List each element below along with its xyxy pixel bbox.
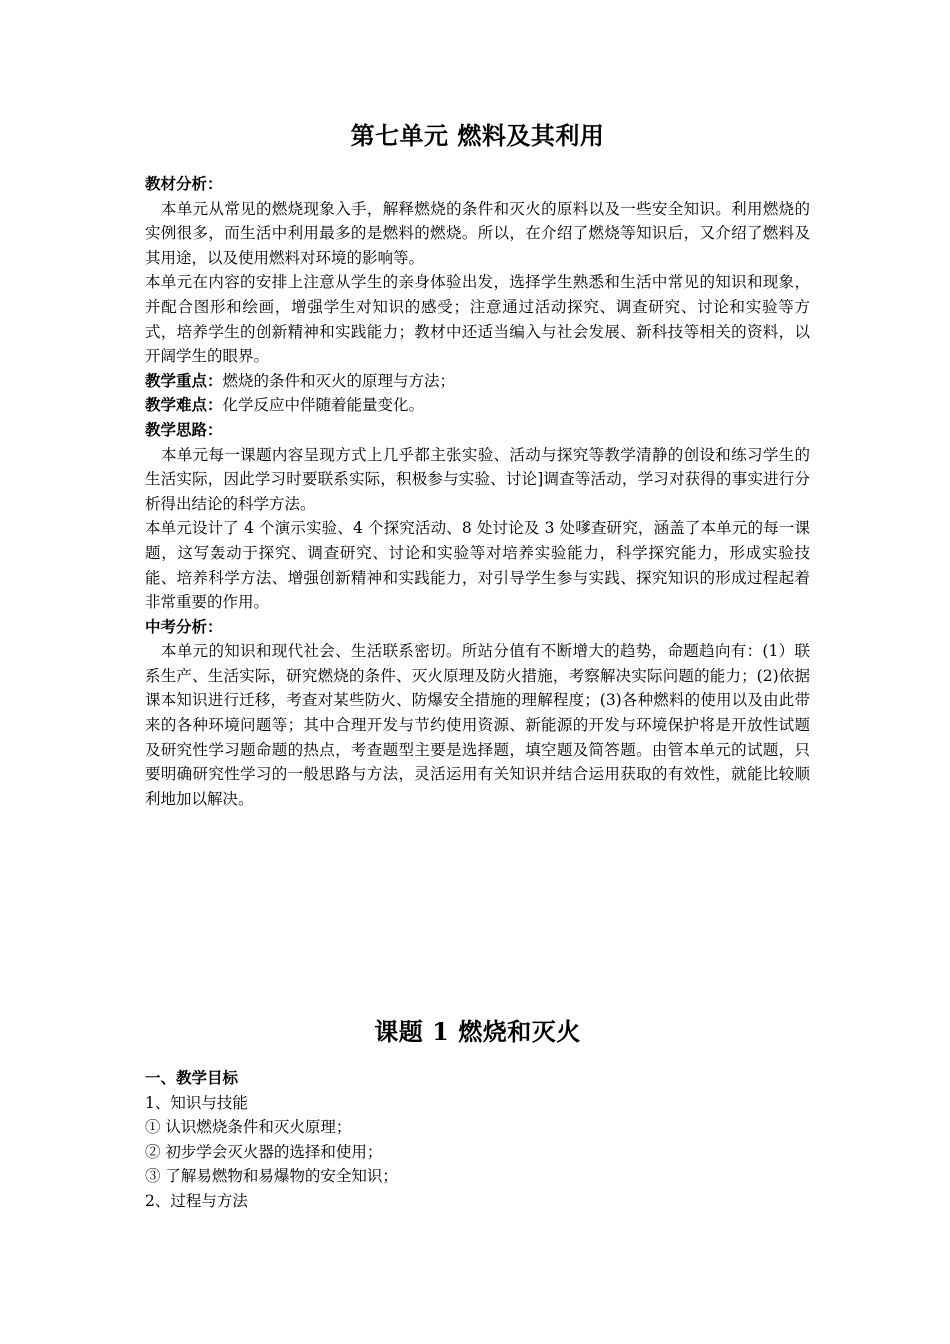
exam-paragraph-1: 本单元的知识和现代社会、生活联系密切。所站分值有不断增大的趋势，命题趋向有：(1）联系生产、生活实际，研究燃烧的条件、灭火原理及防火措施，考察解决实际问题的能力；(2)依据课本知识进行迁移，考查对某些防火、防爆安全措施的理解程度；(3)各种燃料的使用以及由此带来的各种环境问题等；其中合理开发与节约使用资源、新能源的开发与环境保护将是开放性试题及研究性学习题命题的热点，考查题型主要是选择题，填空题及简答题。由管本单元的试题，只要明确研究性学习的一般思路与方法，灵活运用有关知识并结合运用获取的有效性，就能比较顺利地加以解决。 — [145, 642, 810, 808]
analysis-heading: 教材分析： — [145, 174, 223, 193]
difficulty-line — [145, 393, 810, 418]
approach-paragraph-1: 本单元每一课题内容呈现方式上几乎都主张实验、活动与探究等教学清静的创设和练习学生的生活实际，因此学习时要联系实际，积极参与实验、讨论]调查等活动，学习对获得的事实进行分析得出结论的科学方法。 — [145, 445, 810, 513]
difficulty-label: 教学难点： — [145, 395, 223, 415]
difficulty-text: 化学反应中伴随着能量变化。 — [222, 396, 425, 415]
objectives-sub-2: 2、过程与方法 — [145, 1191, 248, 1210]
approach-heading: 教学思路： — [145, 419, 223, 439]
unit-intro-section — [145, 172, 810, 811]
objectives-section — [145, 1066, 810, 1214]
key-point-line — [145, 369, 810, 394]
exam-heading: 中考分析： — [145, 616, 223, 636]
unit-title: 第七单元 燃料及其利用 — [350, 121, 605, 150]
lesson-title: 课题 1 燃烧和灭火 — [374, 1017, 581, 1046]
key-point-label: 教学重点： — [145, 370, 223, 390]
approach-paragraph-2: 本单元设计了 4 个演示实验、4 个探究活动、8 处讨论及 3 处嗲查研究，涵盖了本单元的每一课题，这写轰动于探究、调查研究、讨论和实验等对培养实验能力，科学探究能力，形成实验技能、培养科学方法、增强创新精神和实践能力，对引导学生参与实践、探究知识的形成过程起着非常重要的作用。 — [145, 519, 810, 612]
analysis-paragraph-1: 本单元从常见的燃烧现象入手，解释燃烧的条件和灭火的原料以及一些安全知识。利用燃烧的实例很多，而生活中利用最多的是燃料的燃烧。所以，在介绍了燃烧等知识后，又介绍了燃料及其用途，以及使用燃料对环境的影响等。 — [145, 199, 810, 267]
objective-item: ① 认识燃烧条件和灭火原理； — [145, 1118, 352, 1137]
analysis-paragraph-2: 本单元在内容的安排上注意从学生的亲身体验出发，选择学生熟悉和生活中常见的知识和现象，并配合图形和绘画，增强学生对知识的感受；注意通过活动探究、调查研究、讨论和实验等方式，培养学生的创新精神和实践能力；教材中还适当编入与社会发展、新科技等相关的资料，以开阔学生的眼界。 — [145, 273, 810, 366]
key-point-text: 燃烧的条件和灭火的原理与方法； — [222, 371, 456, 390]
objectives-sub-1: 1、知识与技能 — [145, 1093, 248, 1112]
objective-item: ② 初步学会灭火器的选择和使用； — [145, 1142, 383, 1161]
objective-item: ③ 了解易燃物和易爆物的安全知识； — [145, 1167, 398, 1186]
objectives-heading: 一、教学目标 — [145, 1068, 239, 1087]
